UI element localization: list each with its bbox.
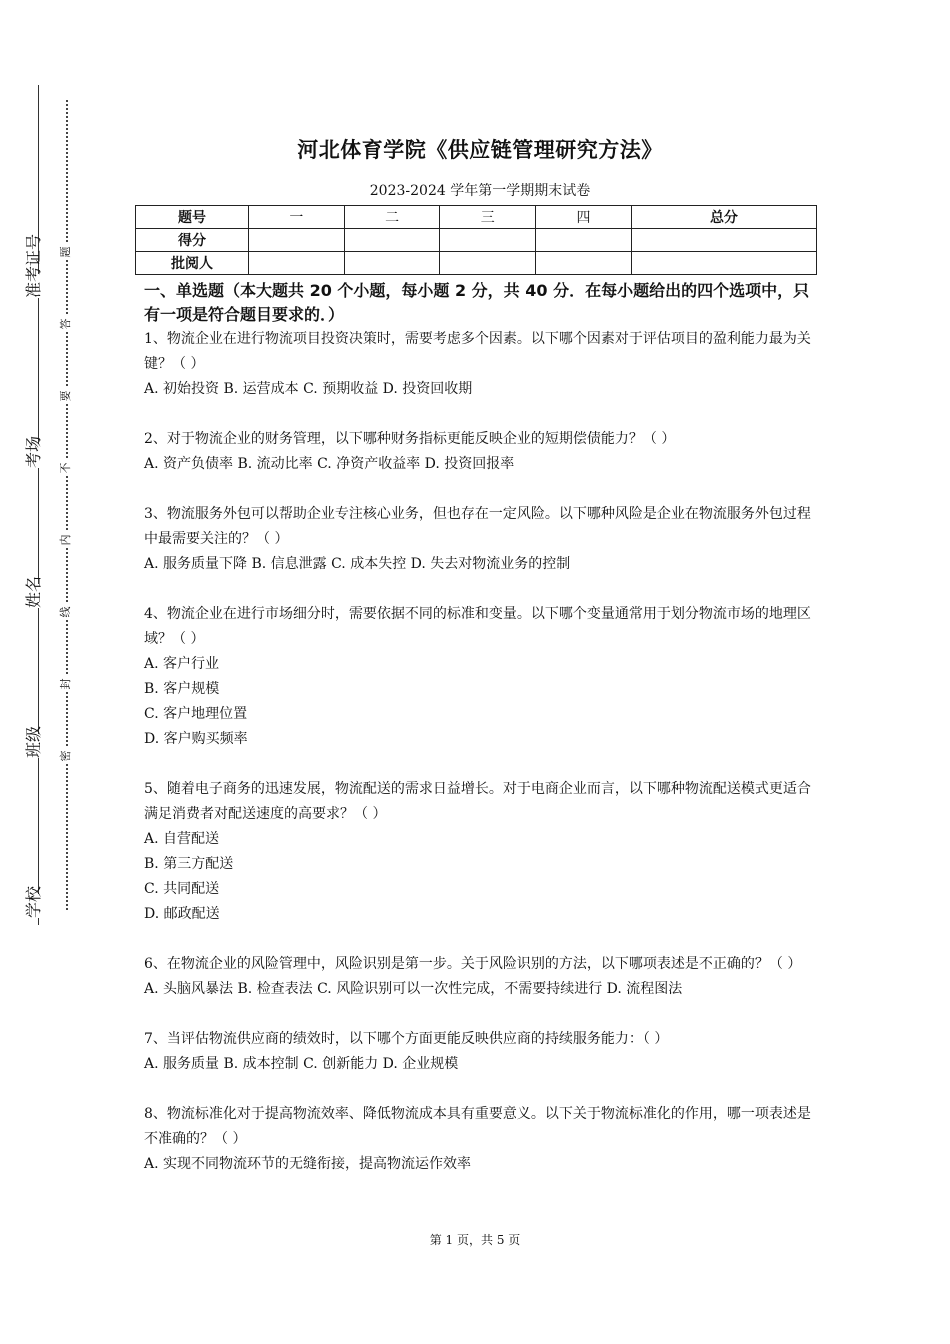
score-cell[interactable] xyxy=(631,229,816,252)
seal-char: 不 xyxy=(60,460,72,476)
seal-char: 题 xyxy=(60,244,72,260)
question-block xyxy=(144,427,816,477)
question-stem: 7、当评估物流供应商的绩效时，以下哪个方面更能反映供应商的持续服务能力：（ ） xyxy=(144,1031,669,1047)
score-table-header: 二 xyxy=(344,206,440,229)
question-options: A. 服务质量 B. 成本控制 C. 创新能力 D. 企业规模 xyxy=(144,1056,459,1072)
seal-char: 密 xyxy=(60,748,72,764)
question-options: A. 资产负债率 B. 流动比率 C. 净资产收益率 D. 投资回报率 xyxy=(144,456,515,472)
question-block xyxy=(144,327,816,402)
section-heading: 一、单选题（本大题共 20 个小题，每小题 2 分，共 40 分．在每小题给出的四个选项中，只有一项是符合题目要求的．） xyxy=(144,281,810,324)
exam-number-label: 准考证号 xyxy=(24,233,43,298)
exam-subtitle: 2023-2024 学年第一学期期末试卷 xyxy=(369,183,591,199)
exam-title: 河北体育学院《供应链管理研究方法》 xyxy=(297,138,663,162)
seal-char: 封 xyxy=(60,676,72,692)
question-block xyxy=(144,952,816,1002)
seal-char: 答 xyxy=(60,316,72,332)
question-stem: 4、物流企业在进行市场细分时，需要依据不同的标准和变量。以下哪个变量通常用于划分物流市场的地理区域？（ ） xyxy=(144,606,811,647)
score-row-label: 批阅人 xyxy=(136,252,249,275)
question-block xyxy=(144,502,816,577)
score-table-header: 四 xyxy=(536,206,632,229)
score-table-row xyxy=(136,229,817,252)
question-block xyxy=(144,602,816,752)
seal-char: 内 xyxy=(60,532,72,548)
score-table-header: 总分 xyxy=(631,206,816,229)
question-option: A. 自营配送 xyxy=(144,831,220,847)
score-row-label: 得分 xyxy=(136,229,249,252)
score-cell[interactable] xyxy=(440,252,536,275)
score-cell[interactable] xyxy=(249,252,345,275)
score-table-row xyxy=(136,252,817,275)
question-option: C. 客户地理位置 xyxy=(144,706,248,722)
score-cell[interactable] xyxy=(440,229,536,252)
question-option: B. 第三方配送 xyxy=(144,856,234,872)
question-stem: 2、对于物流企业的财务管理，以下哪种财务指标更能反映企业的短期偿债能力？（ ） xyxy=(144,431,676,447)
score-cell[interactable] xyxy=(631,252,816,275)
binding-margin xyxy=(0,0,110,1344)
score-cell[interactable] xyxy=(344,229,440,252)
question-stem: 5、随着电子商务的迅速发展，物流配送的需求日益增长。对于电商企业而言，以下哪种物流配送模式更适合满足消费者对配送速度的高要求？（ ） xyxy=(144,781,811,822)
question-options: A. 头脑风暴法 B. 检查表法 C. 风险识别可以一次性完成，不需要持续进行 D. 流程图法 xyxy=(144,981,683,997)
score-table-header: 一 xyxy=(249,206,345,229)
score-table-header: 三 xyxy=(440,206,536,229)
score-table xyxy=(135,205,817,275)
binding-solid-line xyxy=(38,85,39,925)
exam-room-label: 考场 xyxy=(24,435,43,468)
question-stem: 8、物流标准化对于提高物流效率、降低物流成本具有重要意义。以下关于物流标准化的作用，哪一项表述是不准确的？（ ） xyxy=(144,1106,811,1147)
class-label: 班级 xyxy=(24,725,43,758)
question-option: A. 客户行业 xyxy=(144,656,220,672)
score-cell[interactable] xyxy=(536,252,632,275)
question-block xyxy=(144,1102,816,1177)
question-stem: 6、在物流企业的风险管理中，风险识别是第一步。关于风险识别的方法，以下哪项表述是不正确的？（ ） xyxy=(144,956,802,972)
seal-dotted-line xyxy=(66,100,68,910)
question-stem: 1、物流企业在进行物流项目投资决策时，需要考虑多个因素。以下哪个因素对于评估项目的盈利能力最为关键？（ ） xyxy=(144,331,811,372)
seal-char: 线 xyxy=(60,604,72,620)
question-option: A. 实现不同物流环节的无缝衔接，提高物流运作效率 xyxy=(144,1156,472,1172)
score-cell[interactable] xyxy=(536,229,632,252)
question-block xyxy=(144,777,816,927)
question-option: D. 邮政配送 xyxy=(144,906,220,922)
name-label: 姓名 xyxy=(24,575,43,608)
question-option: C. 共同配送 xyxy=(144,881,220,897)
question-block xyxy=(144,1027,816,1077)
score-table-header: 题号 xyxy=(136,206,249,229)
question-option: D. 客户购买频率 xyxy=(144,731,248,747)
score-cell[interactable] xyxy=(344,252,440,275)
score-table-header-row xyxy=(136,206,817,229)
school-label: 学校 xyxy=(24,885,43,918)
question-stem: 3、物流服务外包可以帮助企业专注核心业务，但也存在一定风险。以下哪种风险是企业在物流服务外包过程中最需要关注的？（ ） xyxy=(144,506,811,547)
question-options: A. 初始投资 B. 运营成本 C. 预期收益 D. 投资回收期 xyxy=(144,381,473,397)
score-cell[interactable] xyxy=(249,229,345,252)
seal-char: 要 xyxy=(60,388,72,404)
page-footer: 第 1 页，共 5 页 xyxy=(429,1233,521,1247)
question-option: B. 客户规模 xyxy=(144,681,220,697)
question-options: A. 服务质量下降 B. 信息泄露 C. 成本失控 D. 失去对物流业务的控制 xyxy=(144,556,571,572)
exam-content xyxy=(144,120,816,1177)
